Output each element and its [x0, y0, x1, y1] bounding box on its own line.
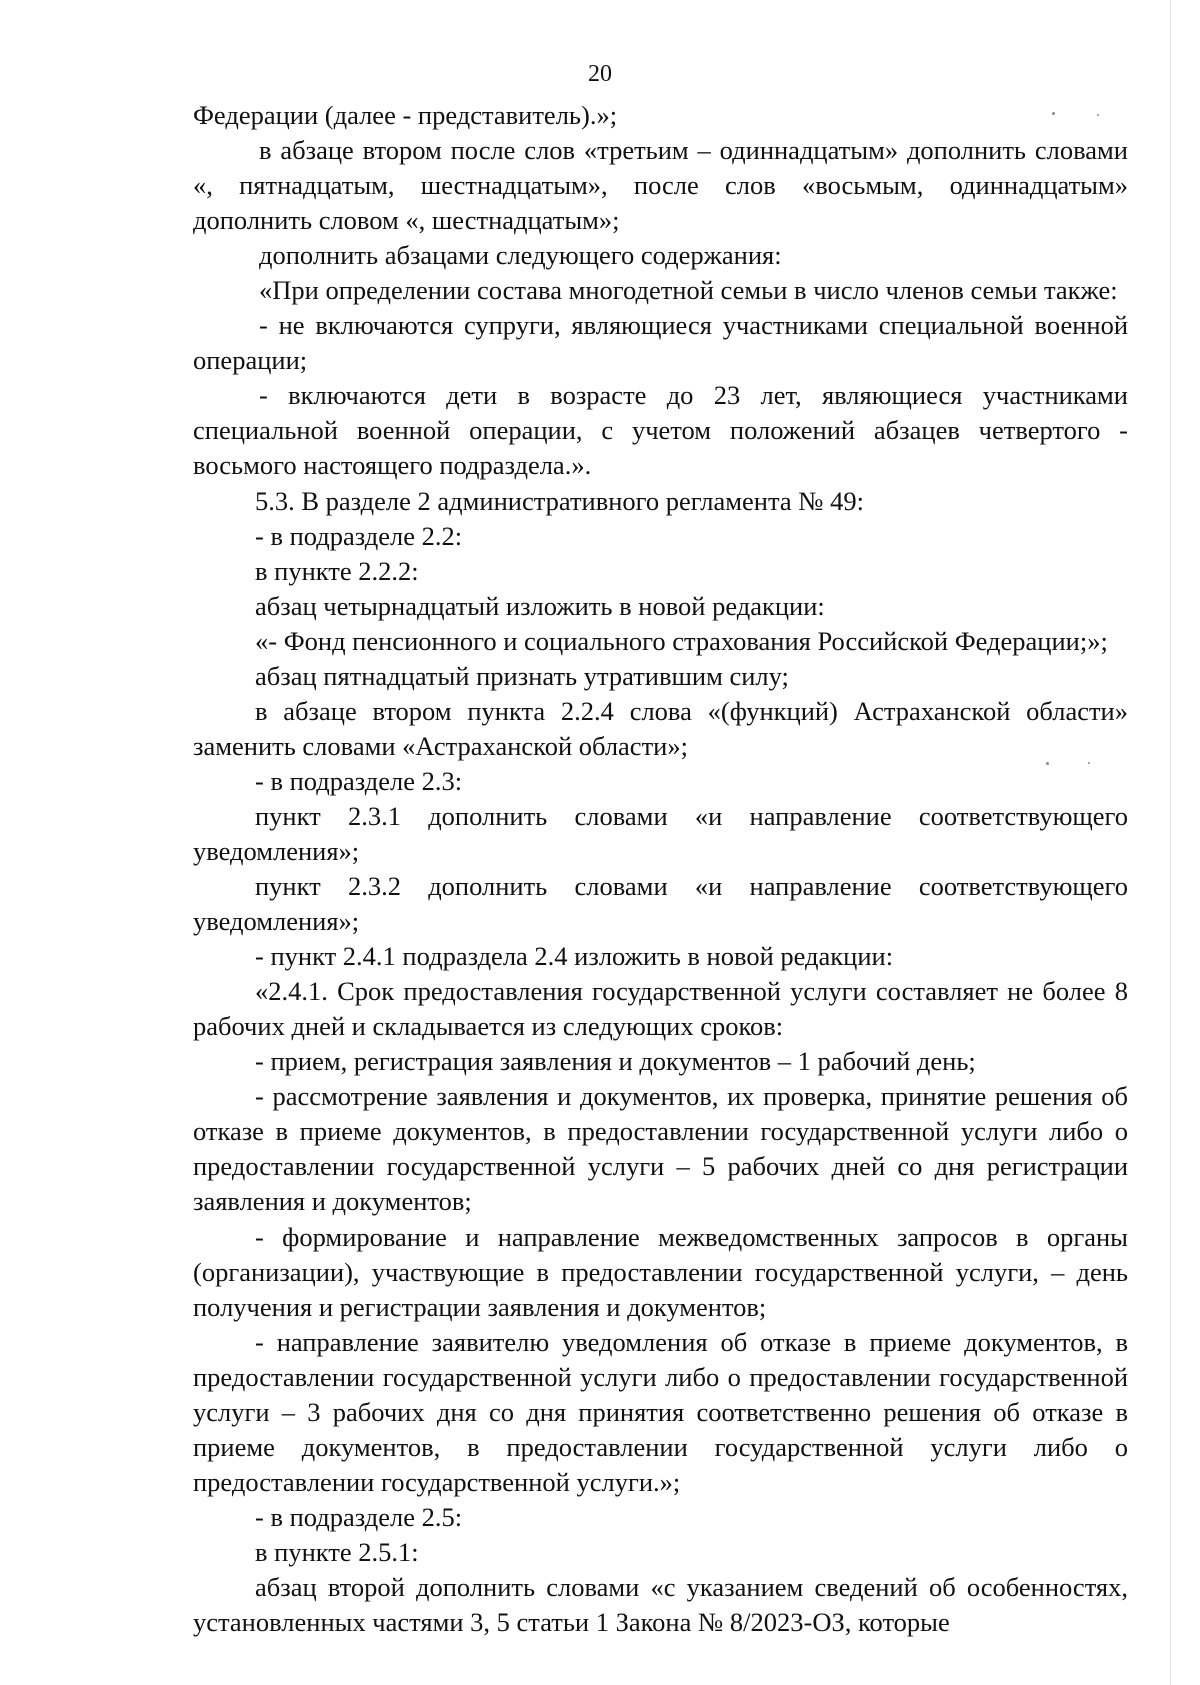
- paragraph-14: - в подразделе 2.3:: [255, 765, 463, 796]
- paragraph-11: «- Фонд пенсионного и социального страхования Российской Федерации;»;: [255, 625, 1108, 656]
- paragraph-21: - формирование и направление межведомственных запросов в органы (организации), участвующие в предоставлении государственной услуги, – день получения и регистрации заявления и документов;: [193, 1221, 1128, 1322]
- paragraph-6: - включаются дети в возрасте до 23 лет, являющиеся участниками специальной военной операции, с учетом положений абзацев четвертого - восьмого настоящего подраздела.».: [193, 380, 1128, 481]
- paragraph-17: - пункт 2.4.1 подраздела 2.4 изложить в новой редакции:: [255, 941, 894, 972]
- paragraph-7: 5.3. В разделе 2 административного регламента № 49:: [255, 485, 865, 516]
- paragraph-19: - прием, регистрация заявления и документов – 1 рабочий день;: [255, 1046, 976, 1077]
- paragraph-4: «При определении состава многодетной семьи в число членов семьи также:: [259, 275, 1118, 306]
- paragraph-23: - в подразделе 2.5:: [255, 1501, 463, 1532]
- paragraph-12: абзац пятнадцатый признать утратившим силу;: [255, 660, 789, 691]
- page-number: 20: [588, 61, 612, 87]
- paragraph-8: - в подразделе 2.2:: [255, 520, 463, 551]
- paragraph-3: дополнить абзацами следующего содержания:: [259, 240, 782, 271]
- paragraph-13: в абзаце втором пункта 2.2.4 слова «(функций) Астраханской области» заменить словами «Астраханской области»;: [193, 695, 1128, 761]
- paragraph-25: абзац второй дополнить словами «с указанием сведений об особенностях, установленных частями 3, 5 статьи 1 Закона № 8/2023-ОЗ, которые: [193, 1571, 1128, 1638]
- paragraph-10: абзац четырнадцатый изложить в новой редакции:: [255, 590, 825, 621]
- paragraph-16: пункт 2.3.2 дополнить словами «и направление соответствующего уведомления»;: [193, 871, 1128, 937]
- paragraph-1: Федерации (далее - представитель).»;: [193, 100, 618, 130]
- paragraph-22: - направление заявителю уведомления об отказе в приеме документов, в предоставлении государственной услуги либо о предоставлении государственной услуги – 3 рабочих дня со дня принятия соответственно решения об отказе в приеме документов, в предоставлении государственной услуги либо о предоставлении государственной услуги.»;: [193, 1326, 1128, 1497]
- paragraph-5: - не включаются супруги, являющиеся участниками специальной военной операции;: [193, 310, 1128, 376]
- paragraph-24: в пункте 2.5.1:: [255, 1536, 419, 1567]
- paragraph-15: пункт 2.3.1 дополнить словами «и направление соответствующего уведомления»;: [193, 800, 1128, 866]
- paragraph-20: - рассмотрение заявления и документов, их проверка, принятие решения об отказе в приеме документов, в предоставлении государственной услуги либо о предоставлении государственной услуги – 5 рабочих дней со дня регистрации заявления и документов;: [193, 1081, 1128, 1217]
- paragraph-9: в пункте 2.2.2:: [255, 555, 419, 586]
- paragraph-2: в абзаце втором после слов «третьим – одиннадцатым» дополнить словами «, пятнадцатым, шестнадцатым», после слов «восьмым, одиннадцатым» дополнить словом «, шестнадцатым»;: [193, 135, 1128, 236]
- scan-edge-line: [1170, 0, 1171, 1685]
- paragraph-18: «2.4.1. Срок предоставления государственной услуги составляет не более 8 рабочих дней и складывается из следующих сроков:: [193, 976, 1128, 1042]
- document-body: [193, 98, 1128, 1640]
